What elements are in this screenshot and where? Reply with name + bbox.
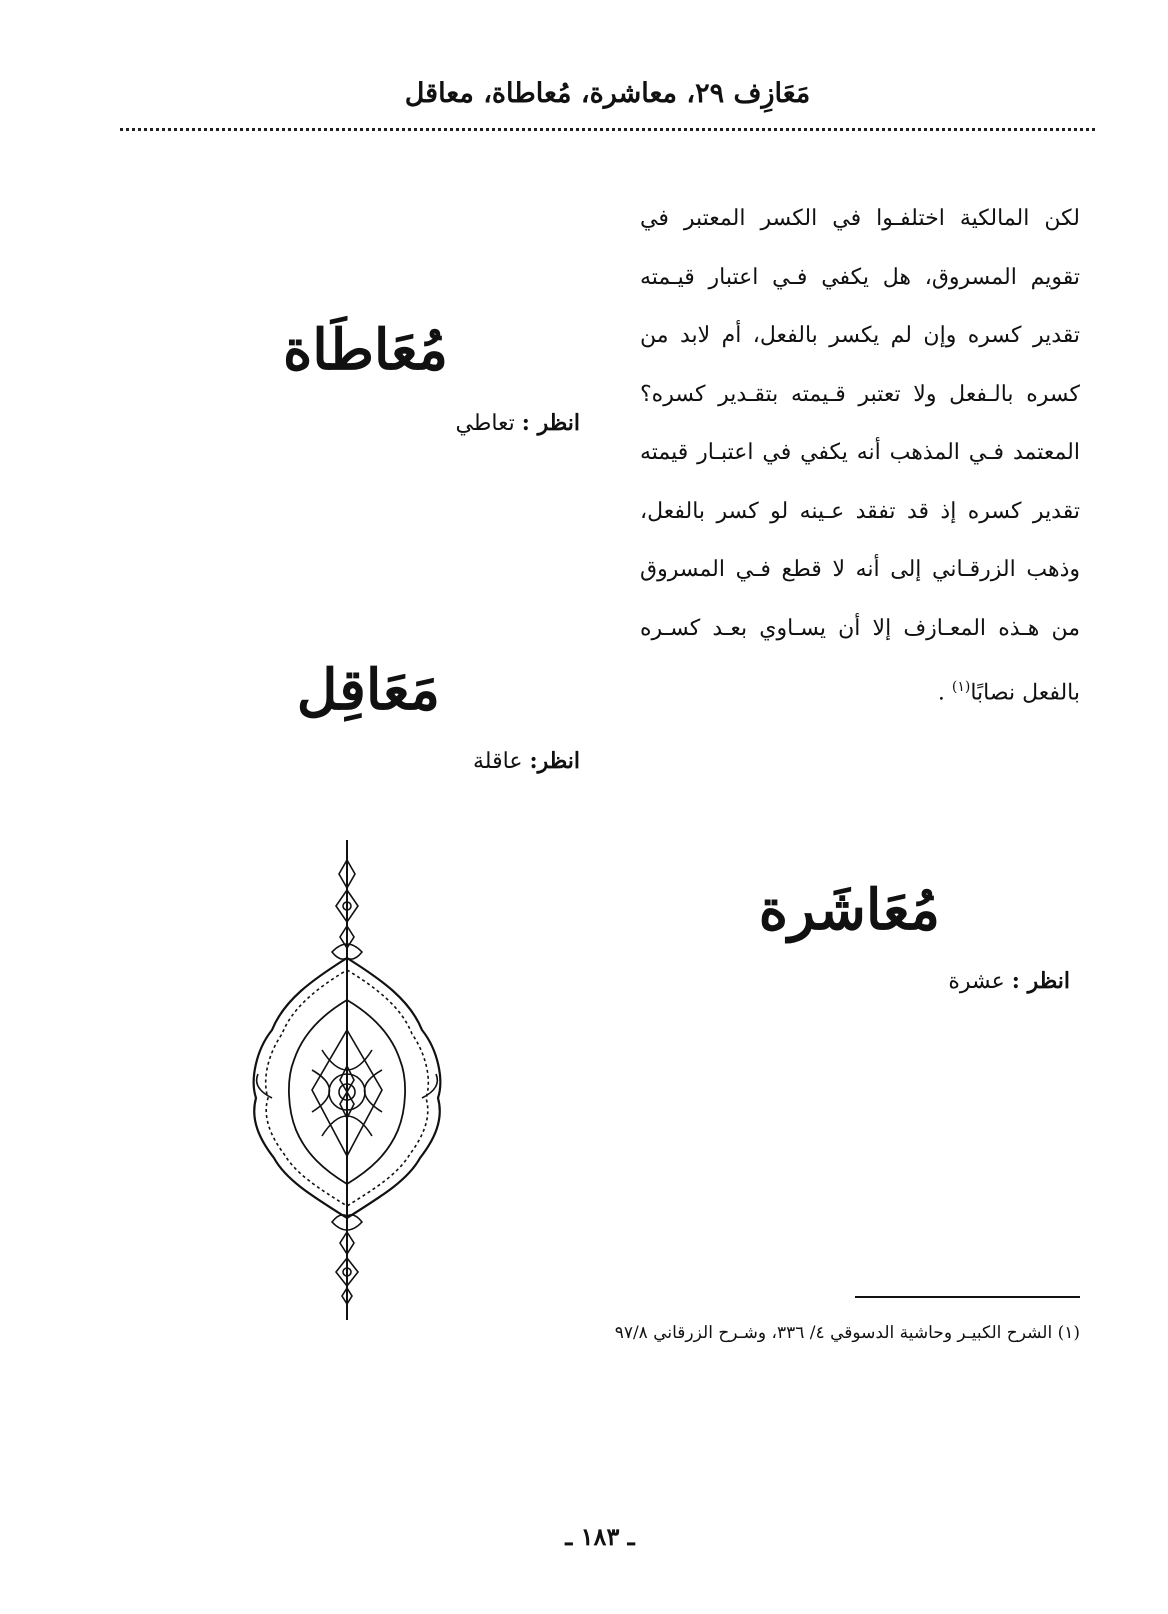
see-label: انظر: <box>529 748 580 774</box>
see-label: انظر : <box>1011 968 1070 994</box>
see-target-link[interactable]: عاقلة <box>473 749 523 774</box>
running-header: مَعَازِف ٢٩، معاشرة، مُعاطاة، معاقل <box>404 78 811 109</box>
see-target-link[interactable]: عشرة <box>948 969 1005 994</box>
see-label: انظر : <box>521 410 580 436</box>
entry-see-also-muashara <box>880 968 1070 994</box>
entry-title-muashara: مُعَاشَرة <box>758 877 940 943</box>
entry-title-muataat: مُعَاطَاة <box>282 317 448 383</box>
footnote-text: (١) الشرح الكبيـر وحاشية الدسوقي ٤/ ٣٣٦، وشـرح الزرقاني ٩٧/٨ <box>614 1323 1080 1343</box>
page-number: ـ ١٨٣ ـ <box>565 1522 635 1551</box>
body-paragraph-text: لكن المالكية اختلفـوا في الكسر المعتبر في تقويم المسروق، هل يكفي فـي اعتبار قيـمته تقدير كسره وإن لم يكسر بالفعل، أم لابد من كسره بالـفعل ولا تعتبر قـيمته بتقـدير كسره؟ المعتمد فـي المذهب أنه يكفي في اعتبـار قيمته تقدير كسره إذ قد تفقد عـينه لو كسر بالفعل، وذهب الزرقـاني إلى أنه لا قطع فـي المسروق من هـذه المعـازف إلا أن يسـاوي بعـد كسـره بالفعل نصابًا <box>640 206 1080 706</box>
header-dotted-rule <box>120 128 1095 131</box>
entry-see-also-muataat <box>440 410 580 436</box>
entry-see-also-maaqil <box>440 748 580 774</box>
footnote-reference[interactable]: (١) <box>951 679 971 695</box>
entry-title-maaqil: مَعَاقِل <box>296 657 440 723</box>
paragraph-end-period: . <box>937 680 952 706</box>
footnote-separator <box>855 1296 1080 1298</box>
arabesque-ornament-icon <box>242 840 452 1320</box>
body-paragraph <box>640 190 1080 723</box>
see-target-link[interactable]: تعاطي <box>455 411 515 436</box>
